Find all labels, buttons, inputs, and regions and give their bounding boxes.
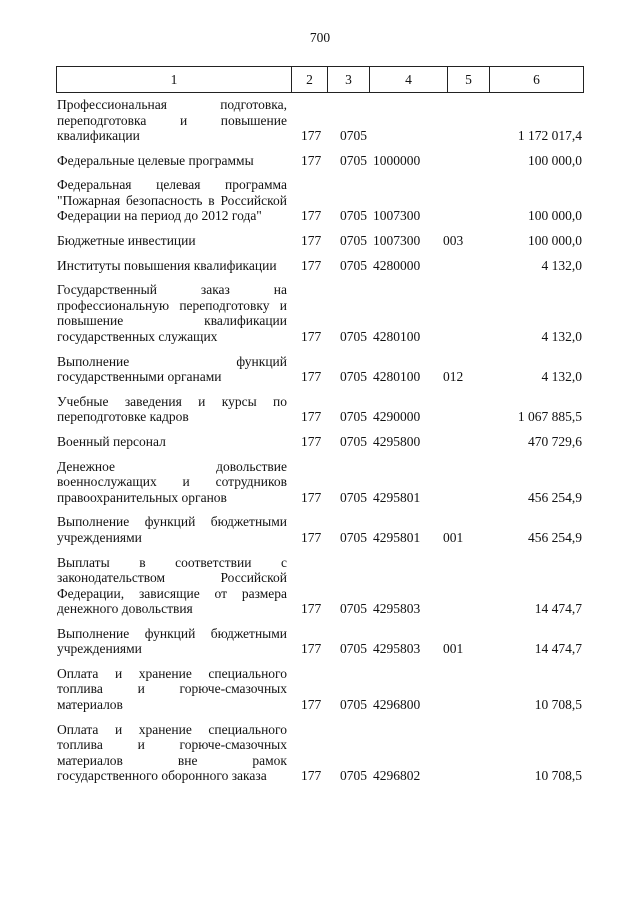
header-col-6: 6 xyxy=(489,67,583,92)
row-section: 0705 xyxy=(340,233,367,249)
row-target-code: 4296800 xyxy=(373,696,421,712)
row-name: Федеральные целевые программы xyxy=(57,152,254,168)
table-row xyxy=(57,233,584,249)
row-section: 0705 xyxy=(340,409,367,425)
row-section: 0705 xyxy=(340,489,367,505)
row-code-2: 177 xyxy=(301,328,322,344)
header-col-3: 3 xyxy=(327,67,369,92)
row-name: Военный персонал xyxy=(57,434,166,449)
row-section: 0705 xyxy=(340,257,367,273)
row-name: Денежное довольствие военнослужащих и сотрудников правоохранительных органов xyxy=(57,458,287,505)
header-col-4: 4 xyxy=(369,67,447,92)
row-section: 0705 xyxy=(340,601,367,617)
row-code-2: 177 xyxy=(301,696,322,712)
row-code-2: 177 xyxy=(301,489,322,505)
row-expense-type: 001 xyxy=(443,529,464,545)
row-name: Оплата и хранение специального топлива и горюче-смазочных материалов вне рамок государственного оборонного заказа xyxy=(57,721,287,784)
row-target-code: 4296802 xyxy=(373,768,421,784)
row-name: Государственный заказ на профессиональную переподготовку и повышение квалификации государственных служащих xyxy=(57,282,287,344)
row-target-code: 4280100 xyxy=(373,369,421,385)
row-code-2: 177 xyxy=(301,128,322,143)
table-row xyxy=(57,555,584,617)
row-section: 0705 xyxy=(340,152,367,168)
row-name: Учебные заведения и курсы по переподготовке кадров xyxy=(57,393,287,425)
row-code-2: 177 xyxy=(301,601,322,617)
row-name: Выполнение функций государственными органами xyxy=(57,353,287,385)
row-section: 0705 xyxy=(340,369,367,385)
row-target-code: 4295801 xyxy=(373,529,421,545)
row-target-code: 1007300 xyxy=(373,208,421,224)
table-row xyxy=(57,282,584,344)
table-row xyxy=(57,626,584,657)
row-section: 0705 xyxy=(340,696,367,712)
row-expense-type: 001 xyxy=(443,641,464,657)
row-code-2: 177 xyxy=(301,152,322,168)
row-expense-type: 012 xyxy=(443,369,464,385)
table-row xyxy=(57,459,584,506)
row-code-2: 177 xyxy=(301,529,322,545)
table-row xyxy=(57,258,584,274)
row-amount: 456 254,9 xyxy=(528,489,582,505)
table-row xyxy=(57,394,584,425)
row-amount: 10 708,5 xyxy=(534,768,582,784)
row-amount: 100 000,0 xyxy=(528,152,582,168)
table-row xyxy=(57,177,584,224)
table-row xyxy=(57,434,584,450)
row-amount: 100 000,0 xyxy=(528,233,582,249)
header-col-2: 2 xyxy=(291,67,327,92)
row-amount: 1 067 885,5 xyxy=(517,409,582,425)
row-amount: 14 474,7 xyxy=(534,641,582,657)
page-number: 700 xyxy=(309,30,331,45)
row-code-2: 177 xyxy=(301,434,322,449)
row-amount: 14 474,7 xyxy=(534,601,582,617)
row-name: Выполнение функций бюджетными учреждениями xyxy=(57,514,287,545)
row-target-code: 4295803 xyxy=(373,601,421,617)
table-row xyxy=(57,514,584,545)
table-row xyxy=(57,722,584,784)
row-name: Оплата и хранение специального топлива и горюче-смазочных материалов xyxy=(57,665,287,712)
row-name: Институты повышения квалификации xyxy=(57,257,277,273)
row-amount: 4 132,0 xyxy=(541,257,582,273)
row-target-code: 4280000 xyxy=(373,257,421,273)
row-code-2: 177 xyxy=(301,208,322,224)
row-section: 0705 xyxy=(340,208,367,224)
row-amount: 456 254,9 xyxy=(528,529,582,545)
row-target-code: 4290000 xyxy=(373,409,421,425)
header-col-1: 1 xyxy=(170,71,178,87)
header-col-5: 5 xyxy=(447,67,489,92)
row-section: 0705 xyxy=(340,434,367,449)
table-row xyxy=(57,666,584,713)
row-target-code: 1000000 xyxy=(373,152,421,168)
row-code-2: 177 xyxy=(301,409,322,425)
row-code-2: 177 xyxy=(301,641,322,657)
table-row xyxy=(57,97,584,144)
table-row xyxy=(57,354,584,385)
row-section: 0705 xyxy=(340,128,367,143)
row-amount: 4 132,0 xyxy=(541,369,582,385)
row-target-code: 4295800 xyxy=(373,434,421,449)
row-code-2: 177 xyxy=(301,369,322,385)
row-name: Бюджетные инвестиции xyxy=(57,233,196,249)
row-code-2: 177 xyxy=(301,768,322,784)
row-target-code: 4295803 xyxy=(373,641,421,657)
row-target-code: 4280100 xyxy=(373,328,421,344)
row-expense-type: 003 xyxy=(443,233,464,249)
row-amount: 470 729,6 xyxy=(528,434,582,449)
table-row xyxy=(57,153,584,169)
row-name: Профессиональная подготовка, переподготовка и повышение квалификации xyxy=(57,97,287,143)
table-header xyxy=(56,66,584,93)
row-amount: 10 708,5 xyxy=(534,696,582,712)
row-name: Федеральная целевая программа "Пожарная безопасность в Российской Федерации на период до 2012 года" xyxy=(57,177,287,224)
row-code-2: 177 xyxy=(301,257,322,273)
row-amount: 4 132,0 xyxy=(541,328,582,344)
row-name: Выполнение функций бюджетными учреждениями xyxy=(57,625,287,657)
row-amount: 1 172 017,4 xyxy=(517,128,582,143)
row-section: 0705 xyxy=(340,641,367,657)
row-name: Выплаты в соответствии с законодательством Российской Федерации, зависящие от размера денежного довольствия xyxy=(57,554,287,617)
row-amount: 100 000,0 xyxy=(528,208,582,224)
table-body xyxy=(57,97,584,793)
row-target-code: 4295801 xyxy=(373,489,421,505)
row-target-code: 1007300 xyxy=(373,233,421,249)
row-section: 0705 xyxy=(340,768,367,784)
row-section: 0705 xyxy=(340,328,367,344)
row-section: 0705 xyxy=(340,529,367,545)
row-code-2: 177 xyxy=(301,233,322,249)
